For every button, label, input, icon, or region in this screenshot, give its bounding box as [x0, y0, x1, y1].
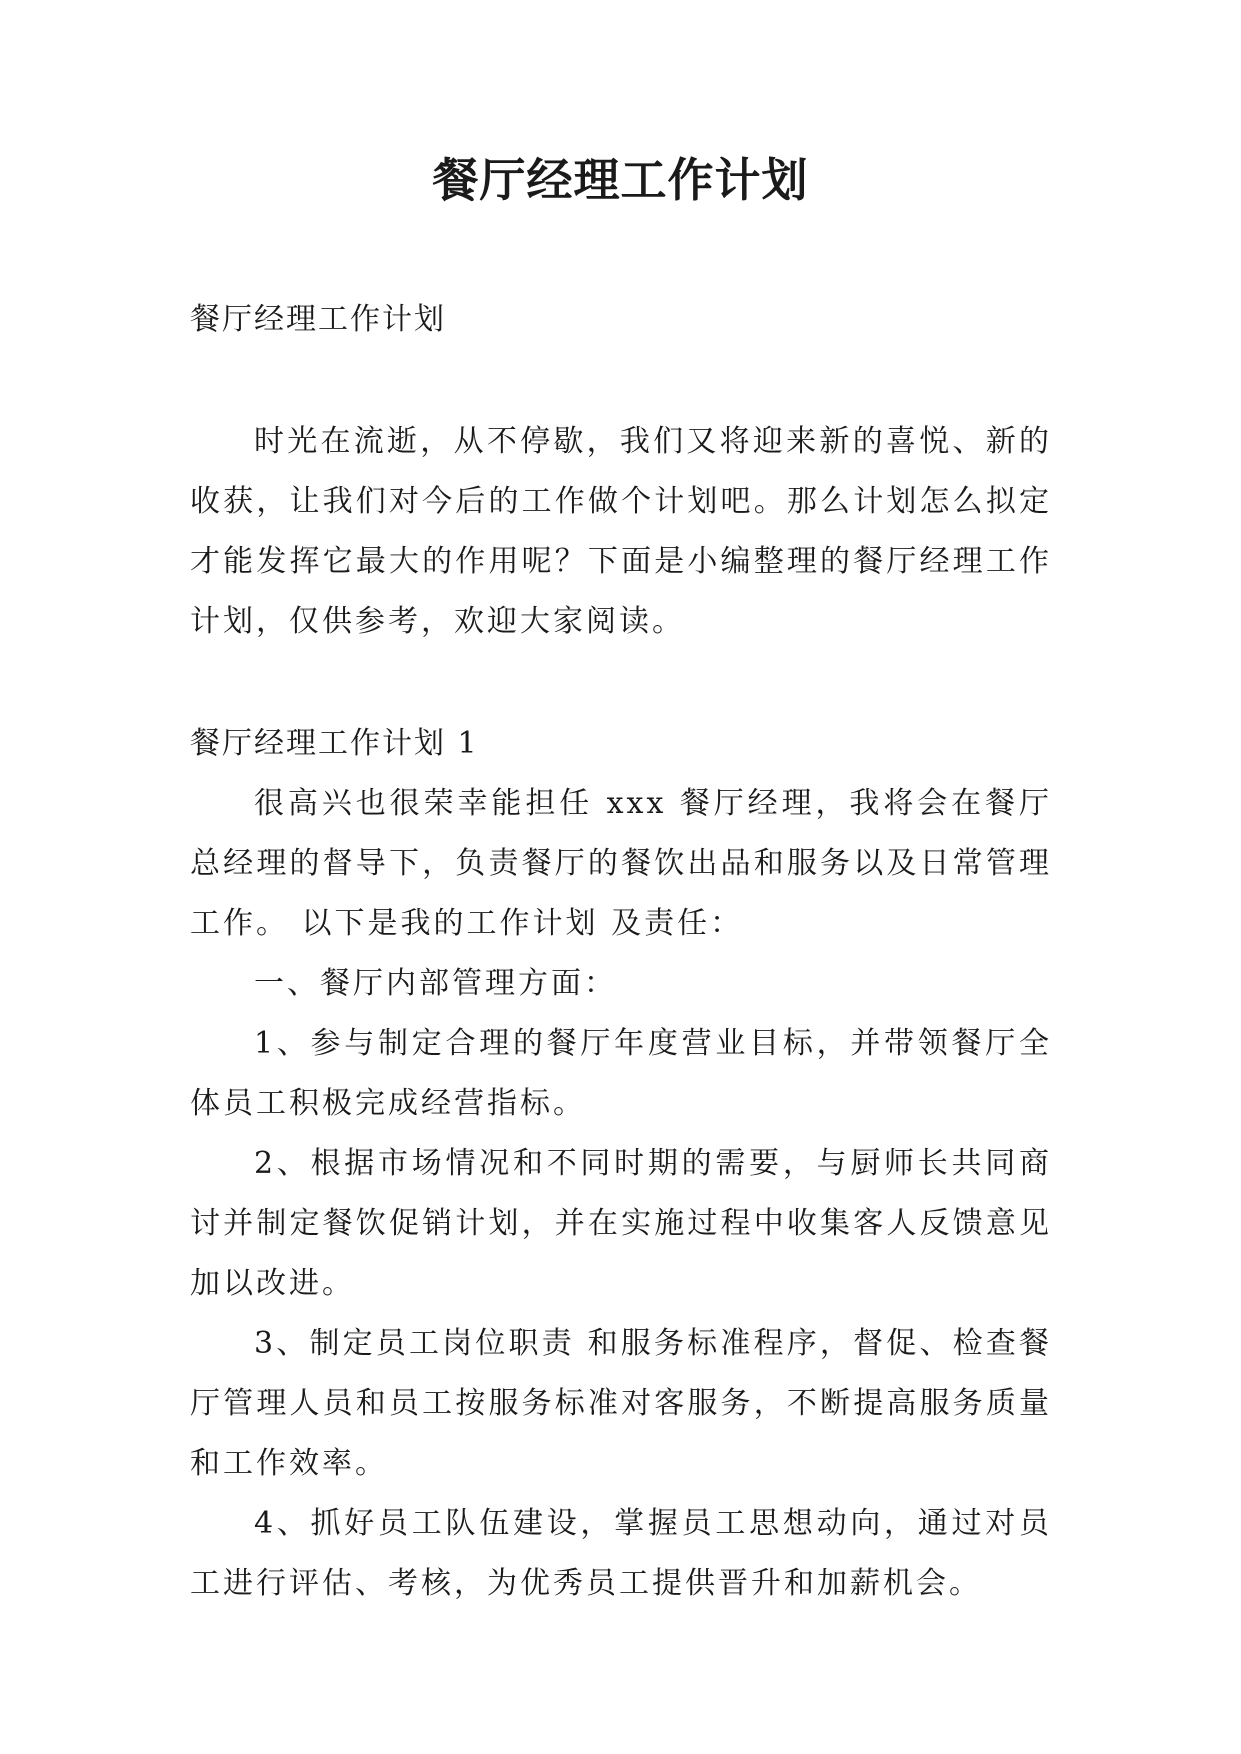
section-heading-internal-management: 一、餐厅内部管理方面： — [254, 966, 617, 1001]
list-item: 3、制定员工岗位职责 和服务标准程序，督促、检查餐厅管理人员和员工按服务标准对客服务，不断提高服务质量和工作效率。 — [190, 1326, 1052, 1481]
list-item: 2、根据市场情况和不同时期的需要，与厨师长共同商讨并制定餐饮促销计划，并在实施过程中收集客人反馈意见加以改进。 — [190, 1146, 1052, 1301]
list-item: 1、参与制定合理的餐厅年度营业目标，并带领餐厅全体员工积极完成经营指标。 — [190, 1026, 1052, 1121]
body-paragraph: 很高兴也很荣幸能担任 xxx 餐厅经理，我将会在餐厅总经理的督导下，负责餐厅的餐饮出品和服务以及日常管理工作。 以下是我的工作计划 及责任： — [190, 786, 1052, 941]
section-title: 餐厅经理工作计划 1 — [190, 726, 479, 761]
document-title: 餐厅经理工作计划 — [432, 153, 809, 207]
document-subtitle: 餐厅经理工作计划 — [190, 302, 446, 337]
intro-paragraph: 时光在流逝，从不停歇，我们又将迎来新的喜悦、新的收获，让我们对今后的工作做个计划吧。那么计划怎么拟定才能发挥它最大的作用呢？下面是小编整理的餐厅经理工作计划，仅供参考，欢迎大家阅读。 — [190, 424, 1052, 639]
document-body — [190, 290, 1052, 1614]
list-item: 4、抓好员工队伍建设，掌握员工思想动向，通过对员工进行评估、考核，为优秀员工提供晋升和加薪机会。 — [190, 1506, 1052, 1601]
